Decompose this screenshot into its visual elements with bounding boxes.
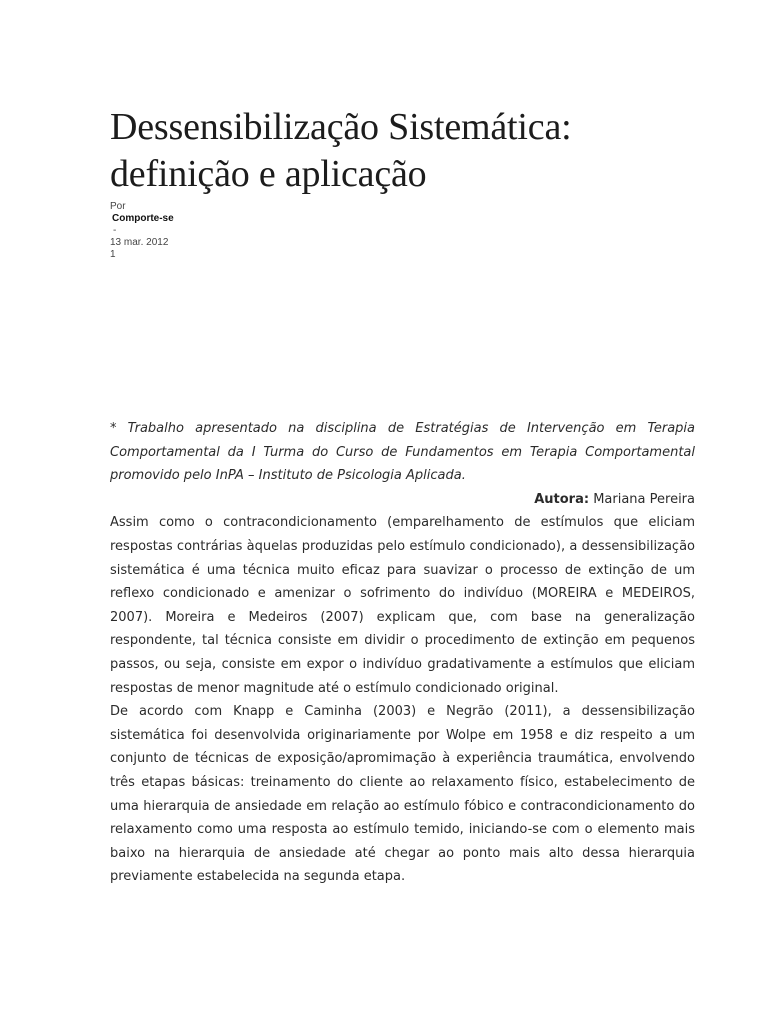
article-meta [110, 201, 174, 261]
by-label: Por [110, 201, 126, 212]
comments-count[interactable]: 1 [110, 249, 116, 260]
article-title: Dessensibilização Sistemática: definição e aplicação [110, 106, 572, 195]
author-link[interactable]: Comporte-se [112, 213, 174, 224]
meta-separator: - [113, 225, 117, 236]
author-fullname: Mariana Pereira [589, 491, 695, 507]
author-label: Autora: [534, 491, 590, 507]
author-line [110, 488, 695, 512]
publish-date: 13 mar. 2012 [110, 237, 169, 248]
paragraph-2: De acordo com Knapp e Caminha (2003) e Negrão (2011), a dessensibilização sistemática foi desenvolvida originariamente por Wolpe em 1958 e diz respeito a um conjunto de técnicas de exposição/apromimação à experiência traumática, envolvendo três etapas básicas: treinamento do cliente ao relaxamento físico, estabelecimento de uma hierarquia de ansiedade em relação ao estímulo fóbico e contracondicionamento do relaxamento como uma resposta ao estímulo temido, iniciando-se com o elemento mais baixo na hierarquia de ansiedade até chegar ao ponto mais alto dessa hierarquia previamente estabelecida na segunda etapa. [110, 704, 695, 885]
presentation-note: * Trabalho apresentado na disciplina de Estratégias de Intervenção em Terapia Comportamental da I Turma do Curso de Fundamentos em Terapia Comportamental promovido pelo InPA – Instituto de Psicologia Aplicada. [110, 421, 695, 484]
article-body [110, 417, 695, 889]
paragraph-1: Assim como o contracondicionamento (emparelhamento de estímulos que eliciam respostas contrárias àquelas produzidas pelo estímulo condicionado), a dessensibilização sistemática é uma técnica muito eficaz para suavizar o processo de extinção de um reflexo condicionado e amenizar o sofrimento do indivíduo (MOREIRA e MEDEIROS, 2007). Moreira e Medeiros (2007) explicam que, com base na generalização respondente, tal técnica consiste em dividir o procedimento de extinção em pequenos passos, ou seja, consiste em expor o indivíduo gradativamente a estímulos que eliciam respostas de menor magnitude até o estímulo condicionado original. [110, 515, 695, 696]
